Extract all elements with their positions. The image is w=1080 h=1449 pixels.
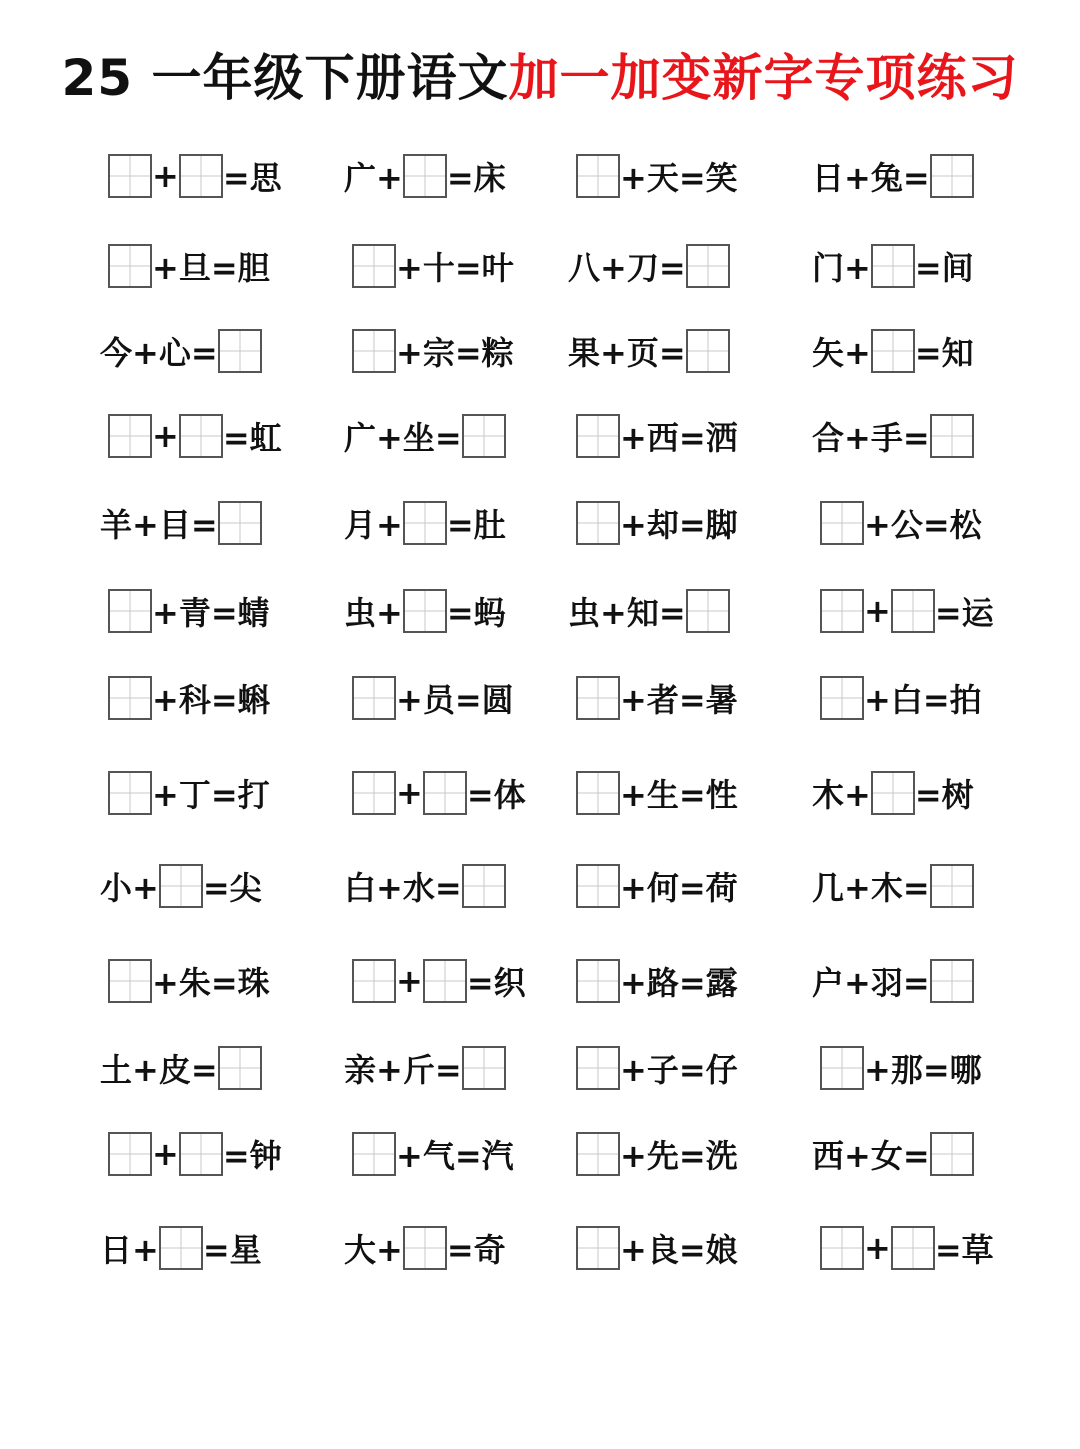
answer-box[interactable] — [930, 959, 974, 1003]
answer-box[interactable] — [462, 1046, 506, 1090]
equation-text: +西=洒 — [620, 419, 738, 457]
equation-text: 羊+目= — [100, 506, 218, 544]
answer-box[interactable] — [352, 771, 396, 815]
exercise-item — [352, 325, 514, 377]
equation-text: 小+ — [100, 869, 159, 907]
answer-box[interactable] — [403, 154, 447, 198]
exercise-item — [576, 1042, 738, 1094]
exercise-item — [352, 240, 514, 292]
equation-text: 广+坐= — [344, 419, 462, 457]
equation-text: =草 — [934, 1231, 994, 1269]
answer-box[interactable] — [686, 329, 730, 373]
answer-box[interactable] — [820, 676, 864, 720]
equation-text: +那=哪 — [864, 1051, 982, 1089]
exercise-item — [812, 955, 974, 1007]
answer-box[interactable] — [352, 1132, 396, 1176]
exercise-item — [576, 860, 738, 912]
equation-text: +丁=打 — [152, 776, 270, 814]
equation-text: +员=圆 — [396, 681, 514, 719]
exercise-item — [100, 1222, 262, 1274]
equation-text: =钟 — [222, 1137, 282, 1175]
answer-box[interactable] — [159, 864, 203, 908]
exercise-item — [344, 585, 506, 637]
answer-box[interactable] — [576, 1132, 620, 1176]
equation-text: +先=洗 — [620, 1137, 738, 1175]
exercise-item — [576, 767, 738, 819]
equation-text: +白=拍 — [864, 681, 982, 719]
answer-box[interactable] — [108, 1132, 152, 1176]
equation-text: =虹 — [222, 419, 282, 457]
answer-box[interactable] — [352, 329, 396, 373]
answer-box[interactable] — [871, 244, 915, 288]
exercise-item — [812, 860, 974, 912]
equation-text: +科=蝌 — [152, 681, 270, 719]
answer-box[interactable] — [576, 959, 620, 1003]
exercise-item — [820, 585, 994, 637]
exercise-item — [812, 150, 974, 202]
answer-box[interactable] — [820, 1046, 864, 1090]
answer-box[interactable] — [218, 501, 262, 545]
exercise-item — [108, 585, 270, 637]
equation-text: =床 — [446, 159, 506, 197]
exercise-item — [352, 767, 526, 819]
answer-box[interactable] — [403, 589, 447, 633]
equation-text: 西+女= — [812, 1137, 930, 1175]
answer-box[interactable] — [576, 414, 620, 458]
answer-box[interactable] — [462, 864, 506, 908]
equation-text: +却=脚 — [620, 506, 738, 544]
exercise-item — [812, 410, 974, 462]
answer-box[interactable] — [891, 589, 935, 633]
equation-text: +生=性 — [620, 776, 738, 814]
exercise-item — [108, 150, 282, 202]
exercise-item — [812, 325, 974, 377]
equation-text: =奇 — [446, 1231, 506, 1269]
equation-text: 矢+ — [812, 334, 871, 372]
equation-text: + — [152, 157, 179, 195]
exercise-item — [812, 767, 974, 819]
exercise-item — [100, 325, 262, 377]
answer-box[interactable] — [576, 154, 620, 198]
exercise-item — [344, 860, 506, 912]
equation-text: +宗=粽 — [396, 334, 514, 372]
equation-text: + — [152, 417, 179, 455]
answer-box[interactable] — [352, 959, 396, 1003]
equation-text: =运 — [934, 594, 994, 632]
equation-text: +良=娘 — [620, 1231, 738, 1269]
equation-text: + — [396, 962, 423, 1000]
exercise-item — [820, 1042, 982, 1094]
answer-box[interactable] — [930, 154, 974, 198]
answer-box[interactable] — [179, 154, 223, 198]
equation-text: +子=仔 — [620, 1051, 738, 1089]
exercise-item — [100, 1042, 262, 1094]
exercise-item — [820, 497, 982, 549]
answer-box[interactable] — [108, 244, 152, 288]
equation-text: +者=暑 — [620, 681, 738, 719]
equation-text: =体 — [466, 776, 526, 814]
answer-box[interactable] — [930, 864, 974, 908]
equation-text: 虫+ — [344, 594, 403, 632]
answer-box[interactable] — [179, 414, 223, 458]
exercise-item — [352, 955, 526, 1007]
exercise-item — [344, 150, 506, 202]
equation-text: =树 — [914, 776, 974, 814]
equation-text: 合+手= — [812, 419, 930, 457]
exercise-item — [344, 1042, 506, 1094]
equation-text: +路=露 — [620, 964, 738, 1002]
answer-box[interactable] — [576, 864, 620, 908]
answer-box[interactable] — [871, 329, 915, 373]
answer-box[interactable] — [423, 771, 467, 815]
exercise-item — [352, 672, 514, 724]
exercise-item — [344, 497, 506, 549]
equation-text: 八+刀= — [568, 249, 686, 287]
equation-text: 户+羽= — [812, 964, 930, 1002]
exercise-item — [108, 1128, 282, 1180]
exercise-item — [812, 240, 974, 292]
exercise-item — [108, 410, 282, 462]
exercise-item — [576, 672, 738, 724]
answer-box[interactable] — [403, 501, 447, 545]
answer-box[interactable] — [108, 589, 152, 633]
exercise-item — [108, 955, 270, 1007]
exercise-item — [568, 325, 730, 377]
exercise-item — [344, 1222, 506, 1274]
equation-text: 日+兔= — [812, 159, 930, 197]
exercise-item — [108, 672, 270, 724]
equation-text: + — [152, 1135, 179, 1173]
answer-box[interactable] — [108, 959, 152, 1003]
equation-text: +十=叶 — [396, 249, 514, 287]
answer-box[interactable] — [108, 771, 152, 815]
equation-text: 白+水= — [344, 869, 462, 907]
answer-box[interactable] — [218, 1046, 262, 1090]
title-prefix: 25 一年级下册语文 — [61, 49, 509, 107]
exercise-item — [352, 1128, 514, 1180]
equation-text: 月+ — [344, 506, 403, 544]
equation-text: +天=笑 — [620, 159, 738, 197]
equation-text: +青=蜻 — [152, 594, 270, 632]
exercise-item — [576, 410, 738, 462]
equation-text: +何=荷 — [620, 869, 738, 907]
exercise-item — [576, 955, 738, 1007]
exercise-item — [344, 410, 506, 462]
answer-box[interactable] — [218, 329, 262, 373]
answer-box[interactable] — [352, 676, 396, 720]
answer-box[interactable] — [179, 1132, 223, 1176]
equation-text: 几+木= — [812, 869, 930, 907]
equation-text: 虫+知= — [568, 594, 686, 632]
equation-text: + — [864, 1229, 891, 1267]
equation-text: 果+页= — [568, 334, 686, 372]
answer-box[interactable] — [159, 1226, 203, 1270]
equation-text: =尖 — [202, 869, 262, 907]
answer-box[interactable] — [871, 771, 915, 815]
answer-box[interactable] — [686, 589, 730, 633]
answer-box[interactable] — [820, 589, 864, 633]
equation-text: 今+心= — [100, 334, 218, 372]
exercise-item — [576, 497, 738, 549]
equation-text: 门+ — [812, 249, 871, 287]
exercise-item — [568, 240, 730, 292]
equation-text: 广+ — [344, 159, 403, 197]
answer-box[interactable] — [108, 154, 152, 198]
equation-text: + — [396, 774, 423, 812]
exercise-item — [812, 1128, 974, 1180]
answer-box[interactable] — [576, 1226, 620, 1270]
exercise-item — [108, 240, 270, 292]
exercise-item — [820, 672, 982, 724]
answer-box[interactable] — [403, 1226, 447, 1270]
answer-box[interactable] — [576, 1046, 620, 1090]
exercise-item — [568, 585, 730, 637]
exercise-item — [820, 1222, 994, 1274]
answer-box[interactable] — [891, 1226, 935, 1270]
equation-text: =蚂 — [446, 594, 506, 632]
answer-box[interactable] — [820, 1226, 864, 1270]
equation-text: =肚 — [446, 506, 506, 544]
equation-text: 大+ — [344, 1231, 403, 1269]
exercise-item — [108, 767, 270, 819]
exercise-item — [100, 497, 262, 549]
answer-box[interactable] — [423, 959, 467, 1003]
equation-text: +朱=珠 — [152, 964, 270, 1002]
equation-text: 木+ — [812, 776, 871, 814]
title-highlight: 加一加变新字专项练习 — [508, 49, 1019, 107]
equation-text: 亲+斤= — [344, 1051, 462, 1089]
equation-text: + — [864, 592, 891, 630]
answer-box[interactable] — [930, 414, 974, 458]
exercise-item — [576, 1128, 738, 1180]
exercise-item — [576, 1222, 738, 1274]
answer-box[interactable] — [108, 676, 152, 720]
answer-box[interactable] — [686, 244, 730, 288]
answer-box[interactable] — [352, 244, 396, 288]
equation-text: 土+皮= — [100, 1051, 218, 1089]
equation-text: +气=汽 — [396, 1137, 514, 1175]
answer-box[interactable] — [108, 414, 152, 458]
equation-text: =间 — [914, 249, 974, 287]
answer-box[interactable] — [820, 501, 864, 545]
equation-text: =织 — [466, 964, 526, 1002]
equation-text: +旦=胆 — [152, 249, 270, 287]
equation-text: 日+ — [100, 1231, 159, 1269]
equation-text: =思 — [222, 159, 282, 197]
exercise-item — [576, 150, 738, 202]
answer-box[interactable] — [576, 676, 620, 720]
equation-text: =知 — [914, 334, 974, 372]
equation-text: +公=松 — [864, 506, 982, 544]
answer-box[interactable] — [576, 501, 620, 545]
equation-text: =星 — [202, 1231, 262, 1269]
answer-box[interactable] — [462, 414, 506, 458]
answer-box[interactable] — [576, 771, 620, 815]
exercise-item — [100, 860, 262, 912]
answer-box[interactable] — [930, 1132, 974, 1176]
